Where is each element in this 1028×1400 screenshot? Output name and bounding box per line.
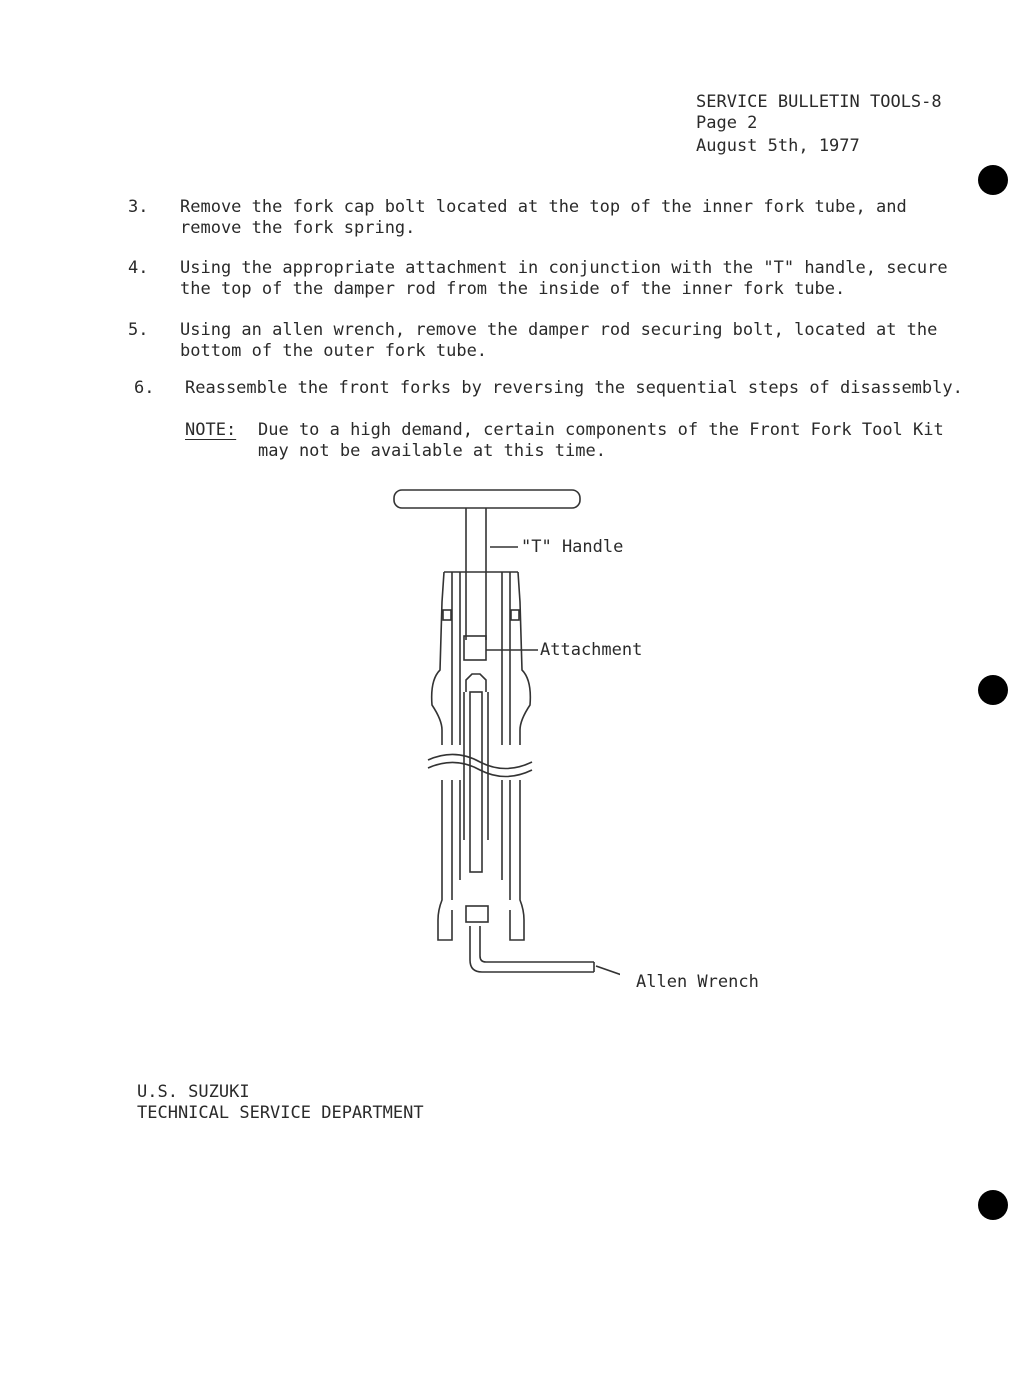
allen-wrench (470, 926, 594, 972)
company-name: U.S. SUZUKI (137, 1082, 250, 1102)
allen-wrench-leader (596, 966, 620, 980)
damper-rod (470, 692, 482, 872)
step-text: Using the appropriate attachment in conjunction with the "T" handle, secure the top of the damper rod from the inside of the inner fork tube. (180, 258, 948, 299)
step-number: 5. (128, 320, 149, 340)
outer-fork-tube (432, 572, 444, 745)
allen-wrench-label: Allen Wrench (636, 972, 759, 992)
note-line-1: Due to a high demand, certain components of the Front Fork Tool Kit (258, 420, 944, 440)
t-handle-label: "T" Handle (521, 537, 624, 557)
punch-hole-middle (978, 675, 1008, 705)
t-handle-bar (394, 490, 580, 508)
punch-hole-top (978, 165, 1008, 195)
note-line-2: may not be available at this time. (258, 441, 606, 461)
step-number: 6. (134, 378, 155, 398)
attachment-block (464, 636, 486, 660)
note-label: NOTE: (185, 420, 237, 440)
step-number: 4. (128, 258, 149, 278)
step-number: 3. (128, 197, 149, 217)
department-name: TECHNICAL SERVICE DEPARTMENT (137, 1103, 424, 1123)
bulletin-date: August 5th, 1977 (696, 136, 860, 156)
attachment-label: Attachment (540, 640, 643, 660)
bulletin-number: SERVICE BULLETIN TOOLS-8 (696, 92, 942, 112)
punch-hole-bottom (978, 1190, 1008, 1220)
step-text: Reassemble the front forks by reversing the sequential steps of disassembly. (185, 378, 963, 398)
securing-bolt (466, 906, 488, 922)
step-text: Remove the fork cap bolt located at the top of the inner fork tube, and remove the fork spring. (180, 197, 907, 238)
step-text: Using an allen wrench, remove the damper rod securing bolt, located at the bottom of the outer fork tube. (180, 320, 938, 361)
page-number: Page 2 (696, 113, 758, 133)
